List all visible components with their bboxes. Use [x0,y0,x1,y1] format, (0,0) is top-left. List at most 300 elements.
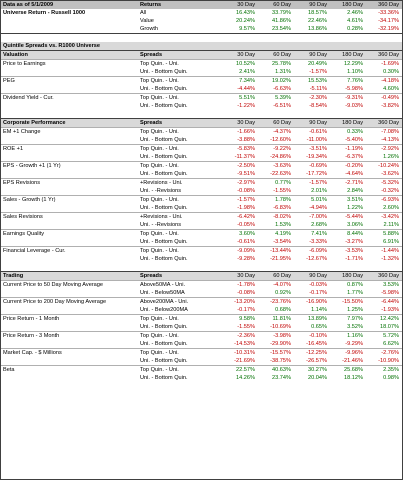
spread-value: 3.53% [366,280,402,289]
spread-value: -1.69% [366,60,402,69]
spread-value: 1.10% [347,69,363,76]
spread-value: -3.63% [258,161,294,170]
universe-row [1,9,402,17]
spread-value: -0.17% [237,306,255,313]
factor-name: Dividend Yield - Cur. [1,94,138,103]
factor-spread-row [1,314,402,323]
spread-value: 2.01% [311,187,327,194]
spread-value: -0.17% [309,289,327,296]
factor-spread-row [1,348,402,357]
spread-label: Top Quin. - Uni. [138,127,223,136]
factor-name: Beta [1,365,138,374]
period-column-header: 180 Day [330,118,366,127]
return-value: 22.46% [308,18,327,25]
period-column-header: 180 Day [330,51,366,60]
factor-spread-row [1,195,402,204]
spread-label: Top Quin. - Uni. [138,161,223,170]
spread-value: -5.98% [345,86,363,93]
spread-value: -9.96% [330,348,366,357]
spacer-row [1,110,402,118]
return-value: 16.43% [236,10,255,17]
spread-value: -10.69% [270,323,291,330]
spread-value: -1.44% [366,246,402,255]
empty-cell [1,102,138,110]
spread-value: 2.84% [347,187,363,194]
factor-spread-row [1,238,402,247]
spread-value: 30.27% [294,365,330,374]
spread-label: Uni. - -Revisions [140,221,182,228]
empty-cell [1,34,138,42]
factor-name: Sales Revisions [1,212,138,221]
spread-value: 2.41% [239,69,255,76]
factor-spread-row [1,323,402,332]
period-column-header: 90 Day [294,271,330,280]
spread-value: -12.25% [294,348,330,357]
spread-label: Uni. - Bottom Quin. [140,374,188,381]
factor-name: Price to Earnings [1,60,138,69]
spread-value: 0.30% [383,69,399,76]
factor-spread-row [1,255,402,263]
quintile-spreads-title: Quintile Spreads vs. R1000 Universe [1,42,258,51]
period-column-header: 30 Day [223,51,258,60]
return-value: 18.57% [308,10,327,17]
spread-label: Top Quin. - Uni. [138,246,223,255]
empty-cell [1,263,138,271]
spread-value: -4.94% [309,204,327,211]
factor-spread-row [1,289,402,298]
empty-cell [1,85,138,94]
spacer-row [1,34,402,42]
spread-label: Uni. - Bottom Quin. [140,255,188,262]
return-value: 4.61% [347,18,363,25]
spread-value: -21.46% [342,357,363,364]
empty-cell [138,110,223,118]
empty-cell [1,221,138,230]
empty-cell [294,263,330,271]
spread-value: -9.28% [237,255,255,262]
empty-cell [1,289,138,298]
spread-value: -2.71% [330,178,366,187]
empty-cell [1,255,138,263]
spread-value: -16.90% [294,297,330,306]
spread-value: -3.82% [381,103,399,110]
period-column-header: 30 Day [223,1,258,9]
spread-value: 0.77% [258,178,294,187]
empty-cell [294,34,330,42]
factor-name: Price Return - 3 Month [1,331,138,340]
factor-spread-row [1,60,402,69]
spreads-column-header: Spreads [138,271,223,280]
spread-value: 11.81% [258,314,294,323]
section-header-row [1,118,402,127]
spread-value: 5.72% [366,331,402,340]
spread-value: -4.37% [258,127,294,136]
factor-name: EPS - Growth +1 (1 Yr) [1,161,138,170]
spread-value: 2.68% [311,221,327,228]
spread-value: -11.00% [306,136,327,143]
spread-value: -1.78% [223,280,258,289]
section-title: Corporate Performance [1,118,138,127]
period-column-header: 60 Day [258,118,294,127]
spread-label: Uni. - Bottom Quin. [140,238,188,245]
spread-value: 0.65% [311,323,327,330]
spread-value: -9.51% [237,170,255,177]
spread-label: Uni. - -Revisions [140,187,182,194]
spread-value: -0.05% [237,221,255,228]
spread-label: Top Quin. - Uni. [138,331,223,340]
spread-label: Uni. - Bottom Quin. [140,340,188,347]
empty-cell [1,110,138,118]
spread-value: 1.77% [347,289,363,296]
empty-cell [294,110,330,118]
spread-value: -9.29% [345,340,363,347]
return-value: -33.36% [378,10,399,17]
period-column-header: 60 Day [258,271,294,280]
spread-value: 0.92% [275,289,291,296]
return-value: -34.17% [378,18,399,25]
quintile-title-row [1,42,402,51]
as-of-date: Data as of 5/1/2009 [1,1,138,9]
spread-value: 12.42% [366,314,402,323]
spread-value: 3.52% [347,323,363,330]
universe-style-name: Value [140,18,154,25]
spread-value: -5.44% [330,212,366,221]
factor-name: Financial Leverage - Cur. [1,246,138,255]
spreadsheet-sheet [1,1,402,382]
spread-label: Uni. - Bottom Quin. [140,204,188,211]
spread-value: -8.02% [258,212,294,221]
spread-value: -5.40% [345,136,363,143]
empty-cell [1,323,138,332]
spread-value: -19.34% [306,153,327,160]
factor-spread-row [1,297,402,306]
spread-value: 8.44% [330,229,366,238]
spread-value: -1.98% [237,204,255,211]
empty-cell [1,187,138,196]
spread-value: -6.44% [366,297,402,306]
factor-name: EM +1 Change [1,127,138,136]
period-column-header: 180 Day [330,271,366,280]
spread-value: 1.25% [347,306,363,313]
spread-value: -3.33% [309,238,327,245]
factor-spread-row [1,127,402,136]
factor-name: Sales - Growth (1 Yr) [1,195,138,204]
spread-value: -7.00% [294,212,330,221]
spread-label: Uni. - Bottom Quin. [140,153,188,160]
spread-value: 25.78% [258,60,294,69]
spread-value: -6.63% [273,86,291,93]
spread-value: -9.03% [345,103,363,110]
spread-value: 7.97% [330,314,366,323]
spread-label: Top Quin. - Uni. [138,229,223,238]
period-column-header: 30 Day [223,118,258,127]
spread-value: -10.24% [366,161,402,170]
spread-value: -23.76% [258,297,294,306]
spread-value: -10.90% [378,357,399,364]
spread-value: 13.89% [294,314,330,323]
spread-value: 0.33% [330,127,366,136]
section-title: Valuation [1,51,138,60]
spread-value: 1.78% [258,195,294,204]
spread-label: Top Quin. - Uni. [138,77,223,86]
empty-cell [1,374,138,382]
spread-value: 20.49% [294,60,330,69]
spread-label: Uni. - Below50MA [140,289,185,296]
spread-label: Above200MA - Uni. [138,297,223,306]
period-column-header: 30 Day [223,271,258,280]
spread-label: Uni. - Bottom Quin. [140,170,188,177]
return-value: 9.57% [223,25,258,34]
spread-value: 4.19% [258,229,294,238]
spread-value: -12.67% [306,255,327,262]
factor-spread-row [1,94,402,103]
empty-cell [330,34,366,42]
factor-spread-row [1,85,402,94]
spread-value: -9.09% [223,246,258,255]
spread-value: 0.68% [275,306,291,313]
spread-label: Top Quin. - Uni. [138,365,223,374]
factor-spread-row [1,102,402,110]
spread-value: -21.95% [270,255,291,262]
spread-value: -3.27% [345,238,363,245]
spread-value: -14.53% [234,340,255,347]
spread-value: -1.57% [309,69,327,76]
spread-value: 10.52% [223,60,258,69]
spread-label: Top Quin. - Uni. [138,60,223,69]
spread-value: 5.88% [366,229,402,238]
spread-value: -2.36% [223,331,258,340]
factor-spread-row [1,204,402,213]
spread-value: -16.45% [306,340,327,347]
empty-cell [223,110,258,118]
factor-spread-row [1,280,402,289]
period-column-header: 360 Day [366,51,402,60]
spread-value: -26.57% [306,357,327,364]
spread-value: -0.32% [381,187,399,194]
spread-value: 3.06% [347,221,363,228]
spread-value: -0.20% [330,161,366,170]
factor-spread-row [1,144,402,153]
factor-name: ROE +1 [1,144,138,153]
spread-value: 19.02% [258,77,294,86]
spread-value: -15.57% [258,348,294,357]
spread-value: 2.60% [383,204,399,211]
spread-value: 3.51% [330,195,366,204]
spacer-row [1,263,402,271]
spread-value: -38.75% [270,357,291,364]
empty-cell [1,136,138,145]
factor-spread-row [1,306,402,315]
empty-cell [1,306,138,315]
spread-value: -1.66% [223,127,258,136]
empty-cell [1,238,138,247]
empty-cell [1,68,138,77]
spread-value: -3.54% [273,238,291,245]
spread-value: -12.60% [270,136,291,143]
empty-cell [1,340,138,349]
spread-value: -6.09% [294,246,330,255]
spread-value: 7.76% [330,77,366,86]
spread-value: 5.51% [223,94,258,103]
empty-cell [258,42,294,51]
spread-value: -9.31% [330,94,366,103]
spread-value: 1.22% [347,204,363,211]
spread-value: -3.98% [258,331,294,340]
spread-value: -10.31% [223,348,258,357]
factor-spread-row [1,229,402,238]
spread-value: -3.62% [381,170,399,177]
spread-value: -0.08% [237,187,255,194]
returns-column-header: Returns [138,1,223,9]
universe-row [1,17,402,25]
period-column-header: 60 Day [258,51,294,60]
factor-spread-row [1,212,402,221]
empty-cell [366,34,402,42]
factor-name: Price Return - 1 Month [1,314,138,323]
spread-value: 2.35% [366,365,402,374]
spread-value: -21.69% [234,357,255,364]
spread-value: -3.88% [237,136,255,143]
spread-value: -4.13% [381,136,399,143]
empty-cell [258,110,294,118]
spread-value: 0.98% [383,374,399,381]
spread-label: Uni. - Below200MA [140,306,188,313]
spread-value: -1.55% [237,323,255,330]
return-value: 2.46% [347,10,363,17]
spread-value: -0.69% [294,161,330,170]
return-value: 33.79% [272,10,291,17]
empty-cell [138,263,223,271]
spreads-column-header: Spreads [138,51,223,60]
factor-spread-row [1,221,402,230]
spread-value: -0.10% [294,331,330,340]
return-value: 41.86% [272,18,291,25]
spread-value: 9.58% [223,314,258,323]
spread-label: Uni. - Bottom Quin. [140,136,188,143]
spread-value: 18.07% [380,323,399,330]
empty-cell [1,357,138,366]
factor-spread-row [1,365,402,374]
spread-value: 15.53% [294,77,330,86]
spread-value: 1.16% [330,331,366,340]
section-header-row [1,51,402,60]
empty-cell [138,34,223,42]
spread-value: 1.31% [275,69,291,76]
spread-value: -24.86% [270,153,291,160]
factor-spread-row [1,170,402,179]
spread-label: Uni. - Bottom Quin. [140,103,188,110]
empty-cell [330,42,366,51]
period-column-header: 360 Day [366,118,402,127]
universe-style-name: Growth [138,25,223,34]
header-row [1,1,402,9]
period-column-header: 60 Day [258,1,294,9]
spread-value: -0.03% [294,280,330,289]
spread-value: -1.57% [294,178,330,187]
spread-value: -6.51% [273,103,291,110]
spread-label: Uni. - Bottom Quin. [140,323,188,330]
empty-cell [223,263,258,271]
spread-label: Uni. - Bottom Quin. [140,86,188,93]
spread-value: -4.64% [345,170,363,177]
spread-value: -3.53% [330,246,366,255]
factor-name: PEG [1,77,138,86]
table-body [1,1,402,382]
period-column-header: 90 Day [294,118,330,127]
return-value: 20.24% [236,18,255,25]
spread-value: 12.29% [330,60,366,69]
spread-value: -5.98% [381,289,399,296]
spread-label: Top Quin. - Uni. [138,94,223,103]
spread-value: -1.55% [273,187,291,194]
factor-name: EPS Revisions [1,178,138,187]
spread-value: -15.50% [330,297,366,306]
spread-value: 2.11% [383,221,399,228]
universe-style-name: All [140,10,147,17]
spread-label: Top Quin. - Uni. [138,144,223,153]
spread-value: -9.22% [258,144,294,153]
spread-value: -11.37% [234,153,255,160]
spread-label: Above50MA - Uni. [138,280,223,289]
section-header-row [1,271,402,280]
period-column-header: 90 Day [294,1,330,9]
spread-value: 7.41% [294,229,330,238]
return-value: -32.19% [366,25,402,34]
factor-name: Current Price to 200 Day Moving Average [1,297,138,306]
spread-value: -4.07% [258,280,294,289]
factor-spread-row [1,246,402,255]
spread-value: -0.61% [294,127,330,136]
spread-value: -2.30% [294,94,330,103]
spread-value: -8.54% [309,103,327,110]
spread-value: -1.57% [223,195,258,204]
empty-cell [1,25,138,34]
spread-value: -1.93% [381,306,399,313]
factor-spread-row [1,77,402,86]
empty-cell [330,263,366,271]
spread-value: -1.71% [345,255,363,262]
spread-label: Top Quin. - Uni. [138,195,223,204]
factor-spread-row [1,68,402,77]
factor-returns-table [1,1,402,382]
factor-spread-row [1,178,402,187]
spread-value: -1.19% [330,144,366,153]
spread-value: -0.08% [237,289,255,296]
spread-value: -29.90% [270,340,291,347]
factor-name: Earnings Quality [1,229,138,238]
spread-value: -0.49% [366,94,402,103]
empty-cell [223,34,258,42]
spread-value: 6.62% [383,340,399,347]
period-column-header: 180 Day [330,1,366,9]
return-value: 23.54% [258,25,294,34]
empty-cell [366,263,402,271]
empty-cell [1,17,138,25]
spread-label: Uni. - Bottom Quin. [140,69,188,76]
spread-value: 14.26% [236,374,255,381]
spread-value: -6.42% [223,212,258,221]
factor-name: Current Price to 50 Day Moving Average [1,280,138,289]
spread-label: Top Quin. - Uni. [138,314,223,323]
spread-value: -6.37% [345,153,363,160]
spread-value: -6.83% [273,204,291,211]
spread-value: -5.83% [223,144,258,153]
empty-cell [366,42,402,51]
spread-value: 20.04% [308,374,327,381]
spread-value: -0.61% [237,238,255,245]
factor-spread-row [1,340,402,349]
spread-value: 5.39% [258,94,294,103]
